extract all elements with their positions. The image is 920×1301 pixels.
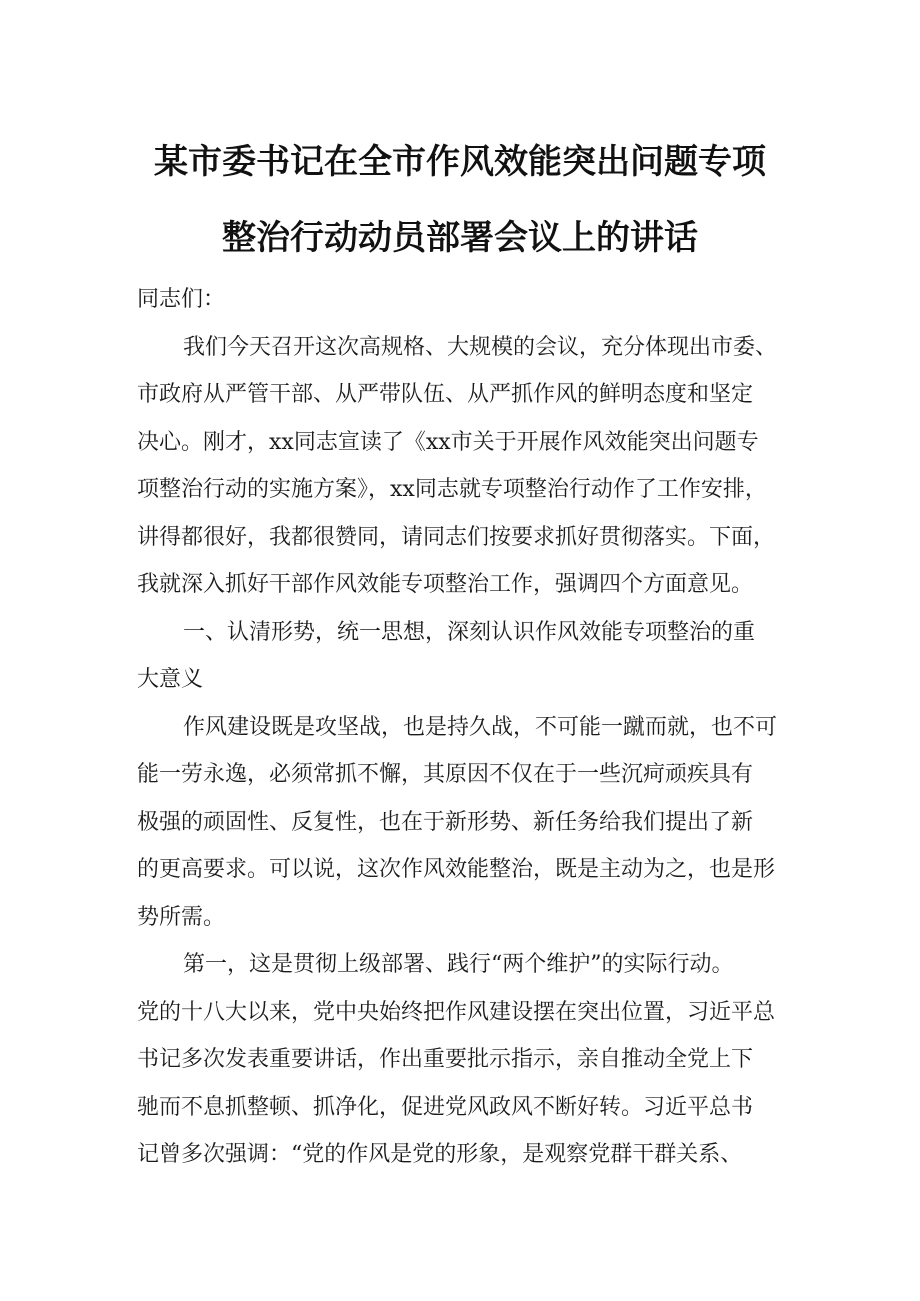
document-title-line-2: 整治行动动员部署会议上的讲话 — [222, 218, 698, 258]
body-line: 我就深入抓好干部作风效能专项整治工作，强调四个方面意见。 — [137, 572, 754, 597]
body-line: 第一，这是贯彻上级部署、践行“两个维护”的实际行动。 — [183, 952, 734, 977]
body-line: 项整治行动的实施方案》，xx同志就专项整治行动作了工作安排， — [137, 477, 767, 502]
body-line: 我们今天召开这次高规格、大规模的会议，充分体现出市委、 — [183, 334, 778, 360]
section-heading-line: 一、认清形势，统一思想，深刻认识作风效能专项整治的重 — [183, 619, 756, 645]
body-line: 驰而不息抓整顿、抓净化，促进党风政风不断好转。习近平总书 — [137, 1094, 754, 1120]
body-line: 势所需。 — [137, 904, 226, 930]
body-line: 书记多次发表重要讲话，作出重要批示指示，亲自推动全党上下 — [137, 1047, 754, 1072]
section-heading-line: 大意义 — [137, 667, 204, 692]
document-body — [137, 276, 797, 1179]
body-line: 作风建设既是攻坚战，也是持久战，不可能一蹴而就，也不可 — [183, 714, 778, 740]
body-line: 市政府从严管干部、从严带队伍、从严抓作风的鲜明态度和坚定 — [137, 382, 754, 407]
body-line: 记曾多次强调：“党的作风是党的形象，是观察党群干群关系、 — [137, 1142, 743, 1167]
body-line: 决心。刚才，xx同志宣读了《xx市关于开展作风效能突出问题专 — [137, 429, 759, 455]
document-title-line-1: 某市委书记在全市作风效能突出问题专项 — [154, 142, 766, 182]
body-line: 的更高要求。可以说，这次作风效能整治，既是主动为之，也是形 — [137, 857, 776, 882]
body-line: 党的十八大以来，党中央始终把作风建设摆在突出位置，习近平总 — [137, 999, 776, 1025]
body-line: 极强的顽固性、反复性，也在于新形势、新任务给我们提出了新 — [137, 809, 754, 835]
body-line: 讲得都很好，我都很赞同，请同志们按要求抓好贯彻落实。下面， — [137, 524, 776, 550]
salutation: 同志们： — [137, 287, 226, 312]
body-line: 能一劳永逸，必须常抓不懈，其原因不仅在于一些沉疴顽疾具有 — [137, 762, 754, 787]
